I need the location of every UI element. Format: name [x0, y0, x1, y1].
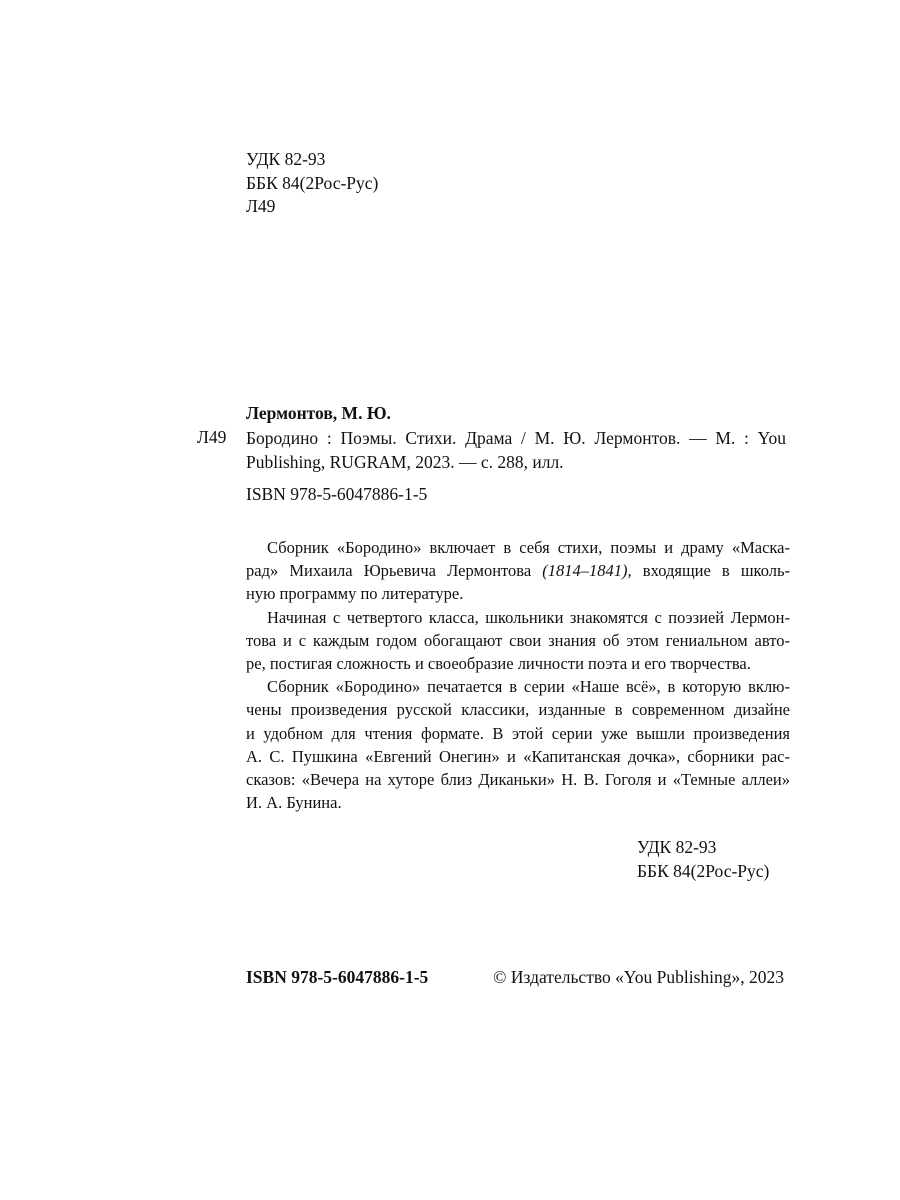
bbk-code: ББК 84(2Рос-Рус) [637, 861, 770, 881]
catalog-title-line: Бородино : Поэмы. Стихи. Драма / М. Ю. Лермонтов. — М. : You [246, 428, 786, 448]
annotation-line: ре, постигая сложность и своеобразие личности поэта и его творчества. [246, 654, 751, 674]
annotation-text: входящие в школь- [631, 561, 791, 581]
catalog-side-code: Л49 [197, 427, 227, 447]
annotation-line: това и с каждым годом обогащают свои знания об этом гениальном авто- [246, 630, 790, 650]
annotation [246, 536, 790, 814]
author-sign: Л49 [246, 196, 276, 216]
annotation-line [246, 559, 790, 582]
bbk-code: ББК 84(2Рос-Рус) [246, 172, 379, 193]
udk-code: УДК 82-93 [637, 837, 717, 857]
udk-code: УДК 82-93 [246, 149, 326, 169]
catalog-author: Лермонтов, М. Ю. [246, 403, 391, 423]
top-classification-codes [246, 148, 378, 219]
annotation-line: А. С. Пушкина «Евгений Онегин» и «Капитанская дочка», сборники рас- [246, 746, 790, 766]
catalog-description [246, 426, 786, 474]
annotation-line: Начиная с четвертого класса, школьники знакомятся с поэзией Лермон- [267, 607, 790, 627]
footer [246, 965, 786, 989]
annotation-line: чены произведения русской классики, изданные в современном дизайне [246, 700, 790, 720]
annotation-line: ную программу по литературе. [246, 584, 464, 604]
annotation-line: Сборник «Бородино» включает в себя стихи, поэмы и драму «Маска- [267, 538, 790, 557]
annotation-line: сказов: «Вечера на хуторе близ Диканьки» Н. В. Гоголя и «Темные аллеи» [246, 770, 790, 790]
life-years: (1814–1841), [542, 561, 632, 581]
catalog-isbn: ISBN 978-5-6047886-1-5 [246, 484, 428, 504]
annotation-line: Сборник «Бородино» печатается в серии «Наше всё», в которую вклю- [267, 677, 790, 697]
copyright-notice: © Издательство «You Publishing», 2023 [493, 967, 784, 987]
footer-isbn: ISBN 978-5-6047886-1-5 [246, 967, 429, 987]
catalog-title-line: Publishing, RUGRAM, 2023. — с. 288, илл. [246, 452, 564, 472]
annotation-text: рад» Михаила Юрьевича Лермонтова [246, 561, 543, 581]
bottom-classification-codes [637, 835, 769, 883]
annotation-line: и удобном для чтения формате. В этой серии уже вышли произведения [246, 723, 790, 743]
annotation-line: И. А. Бунина. [246, 793, 342, 813]
